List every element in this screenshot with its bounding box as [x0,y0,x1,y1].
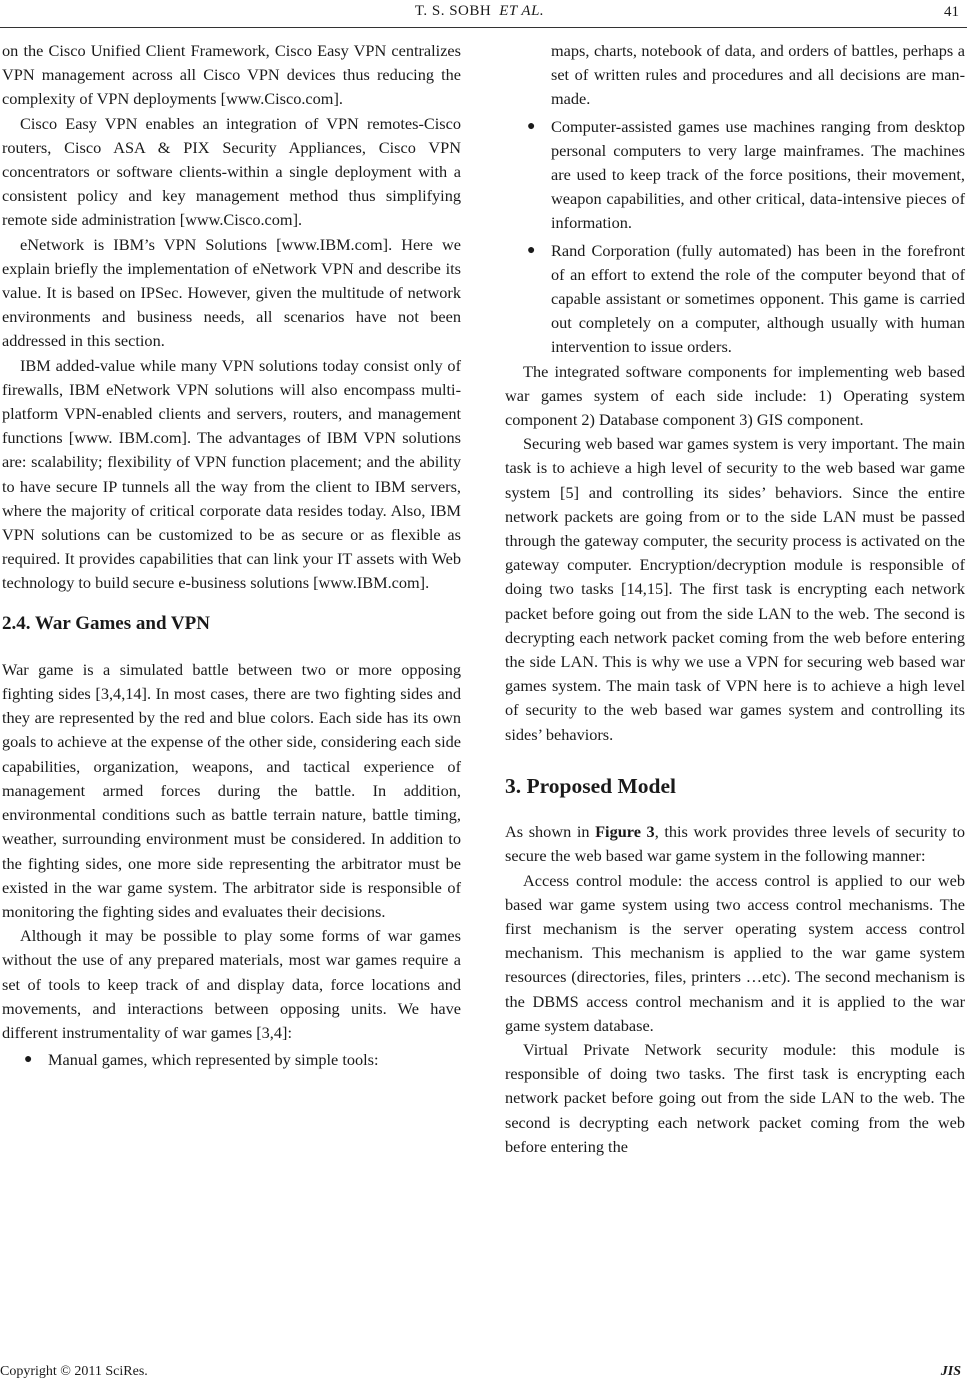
bullet-icon: ● [24,1052,33,1068]
paragraph [505,820,965,868]
paragraph: Although it may be possible to play some forms of war games without the use of any prepared materials, most war games require a set of tools to keep track of and display data, force locations and movements, and interactions between opposing units. We have different instrumentality of war games [3,4]: [2,926,461,1042]
list-item-text: maps, charts, notebook of data, and orders of battles, perhaps a set of written rules and procedures and all decisions are man-made. [551,41,965,109]
paragraph: War game is a simulated battle between two or more opposing fighting sides [3,4,14]. In most cases, there are two fighting sides and they are represented by the red and blue colors. Each side has its own goals to achieve at the expense of the other side, considering each side capabilities, organization, weapons, and tactical experience of management armed forces during the battle. In addition, environmental conditions such as battle terrain nature, battle timing, weather, surrounding environment must be considered. In addition to the fighting sides, one more side representing the arbitrator must be existed in the war game system. The arbitrator side is responsible of monitoring the fighting sides and evaluates their decisions. [2,659,461,921]
page-number: 41 [944,4,959,20]
header-author: T. S. SOBH [414,3,492,19]
header-etal: ET AL. [499,3,545,19]
bullet-icon: ● [527,242,536,258]
copyright-notice: Copyright © 2011 SciRes. [0,1364,148,1379]
right-column [505,39,965,1159]
list-item [2,1048,461,1072]
paragraph: IBM added-value while many VPN solutions today consist only of firewalls, IBM eNetwork VPN solutions will also encompass multi-platform VPN-enabled clients and servers, routers, and management functions [www. IBM.com]. The advantages of IBM VPN solutions are: scalability; flexibility of VPN function placement; and the ability to have secure IP tunnels all the way from the client to IBM servers, where the majority of critical corporate data resides today. Also, IBM VPN solutions can be customized to be as secure or as flexible as required. It provides capabilities that can link your IT assets with Web technology to build secure e-business solutions [www.IBM.com]. [2,355,461,593]
paragraph: Securing web based war games system is very important. The main task is to achieve a high level of security to the web based war game system [5] and controlling its sides’ behaviors. Since the entire network packets are going from or to the side LAN must be passed through the gateway computer, the security process is activated on the gateway computer. Encryption/decryption module is responsible of doing two tasks [14,15]. The first task is encrypting each network packet before going out from the side LAN to the web. The second is decrypting each network packet coming from the web before entering the side LAN. This is why we use a VPN for securing web based war games system. The main task of VPN here is to achieve a high level of security to the web based war games system and controlling its sides’ behaviors. [505,434,965,744]
bullet-list [505,39,965,360]
paragraph: on the Cisco Unified Client Framework, Cisco Easy VPN centralizes VPN management across all Cisco VPN devices thus reducing the complexity of VPN deployments [www.Cisco.com]. [2,41,461,109]
list-item [505,239,965,360]
section-heading: 2.4. War Games and VPN [2,612,210,634]
bullet-icon: ● [527,118,536,134]
list-item-continuation [505,39,965,112]
running-header [0,0,967,30]
header-divider [0,27,967,28]
paragraph-text: As shown in [505,822,596,842]
page-footer [0,1364,967,1386]
journal-abbreviation: JIS [940,1364,961,1379]
list-item-text: Rand Corporation (fully automated) has been in the forefront of an effort to extend the role of the computer beyond that of capable assistant or sometimes opponent. This game is carried out completely on a computer, although usually with human intervention to issue orders. [551,240,965,357]
left-column [2,39,461,1072]
list-item-text: Manual games, which represented by simple tools: [48,1050,379,1070]
list-item [505,115,965,236]
paragraph: The integrated software components for implementing web based war games system of each side include: 1) Operating system component 2) Database component 3) GIS component. [505,361,965,430]
paragraph: Virtual Private Network security module: this module is responsible of doing two tasks. The first task is encrypting each network packet before going out from the side LAN to the web. The second is decrypting each network packet coming from the web before entering the [505,1039,965,1156]
figure-reference[interactable]: Figure 3 [595,822,655,842]
paragraph: Cisco Easy VPN enables an integration of VPN remotes-Cisco routers, Cisco ASA & PIX Security Appliances, Cisco VPN concentrators or software clients-within a single deployment with a consistent policy and key management method thus simplifying remote side administration [www.Cisco.com]. [2,113,461,230]
header-authors [0,3,967,20]
list-item-text: Computer-assisted games use machines ranging from desktop personal computers to very large mainframes. The machines are used to keep track of the force positions, their movement, weapon capabilities, and other critical, data-intensive pieces of information. [551,116,965,233]
paragraph-text: , this work provides three levels of security to secure the web based war game system in the following manner: [505,822,965,866]
section-heading: 3. Proposed Model [505,773,677,798]
paragraph: eNetwork is IBM’s VPN Solutions [www.IBM.com]. Here we explain briefly the implementation of eNetwork VPN and describe its value. It is based on IPSec. However, given the multitude of network environments and business needs, all scenarios have not been addressed in this section. [2,234,461,351]
paragraph: Access control module: the access control is applied to our web based war game system using two access control mechanisms. The first mechanism is the server operating system access control mechanism. This mechanism is applied to the war game system resources (directories, files, printers …etc). The second mechanism is the DBMS access control mechanism and it is applied to the war game system database. [505,870,965,1035]
bullet-list [2,1048,461,1072]
